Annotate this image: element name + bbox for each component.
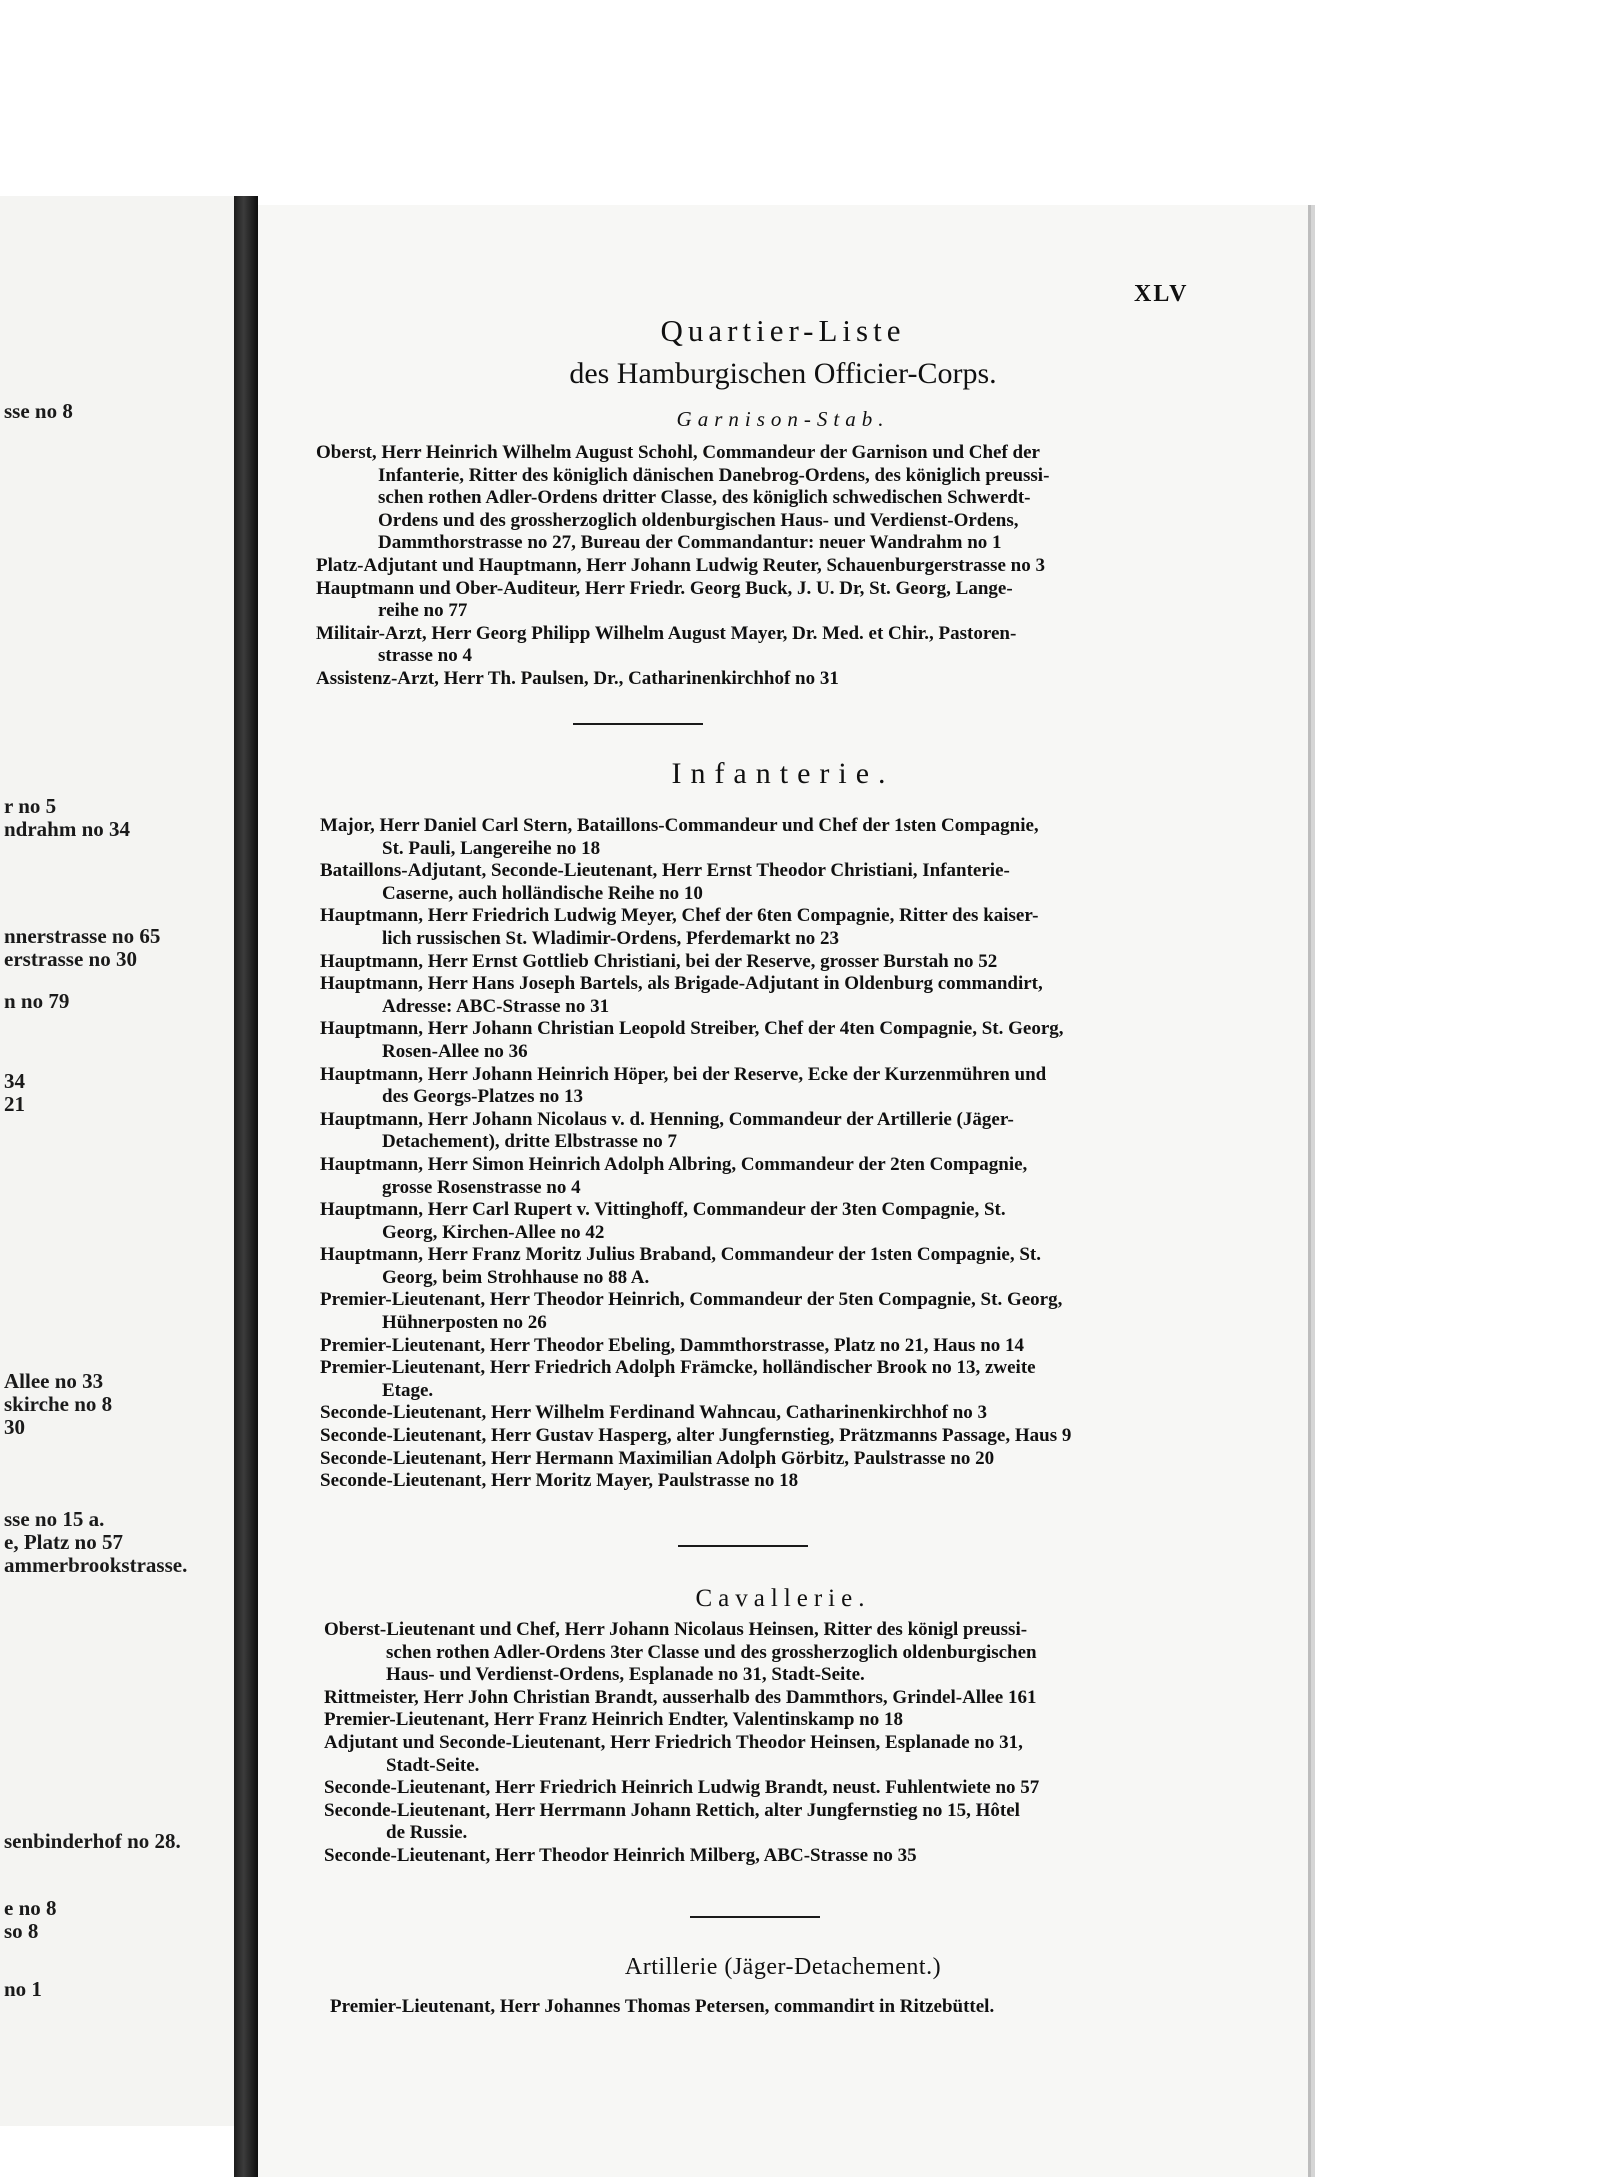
roster-entry: [320, 1357, 1266, 1402]
roster-entry: [316, 578, 1266, 623]
entry-continuation-line: Rosen-Allee no 36: [382, 1040, 528, 1062]
entry-continuation-line: Detachement), dritte Elbstrasse no 7: [382, 1131, 677, 1153]
entry-line: Oberst, Herr Heinrich Wilhelm August Schohl, Commandeur der Garnison und Chef der: [316, 442, 1040, 463]
entry-continuation-line: Hühnerposten no 26: [382, 1312, 547, 1334]
entry-line: Hauptmann, Herr Ernst Gottlieb Christiani, bei der Reserve, grosser Burstah no 52: [320, 950, 998, 972]
roster-entry: [324, 1687, 1266, 1710]
entry-line: Hauptmann, Herr Johann Christian Leopold Streiber, Chef der 4ten Compagnie, St. Georg,: [320, 1018, 1064, 1040]
roster-entry: [320, 1244, 1266, 1289]
document-page: [258, 205, 1311, 2177]
roster-entry: [320, 951, 1266, 974]
entry-line: Hauptmann, Herr Franz Moritz Julius Braband, Commandeur der 1sten Compagnie, St.: [320, 1244, 1041, 1266]
roster-entry: [320, 1064, 1266, 1109]
entry-line: Adjutant und Seconde-Lieutenant, Herr Friedrich Theodor Heinsen, Esplanade no 31,: [324, 1731, 1023, 1753]
roster-entry: [324, 1732, 1266, 1777]
section-divider: [573, 723, 703, 725]
entry-line: Seconde-Lieutenant, Herr Hermann Maximilian Adolph Görbitz, Paulstrasse no 20: [320, 1447, 995, 1469]
roster-entry: [324, 1777, 1266, 1800]
section-cavallerie-entries: [324, 1619, 1266, 1868]
roster-entry: [320, 1335, 1266, 1358]
entry-line: Seconde-Lieutenant, Herr Friedrich Heinrich Ludwig Brandt, neust. Fuhlentwiete no 57: [324, 1777, 1040, 1799]
previous-page-text-fragment: ammerbrookstrasse.: [4, 1553, 188, 1577]
roster-entry: [330, 1996, 1266, 2019]
roster-entry: [324, 1619, 1266, 1687]
entry-continuation-line: St. Pauli, Langereihe no 18: [382, 837, 601, 859]
previous-page-text-fragment: no 1: [4, 1977, 42, 2001]
page-number: XLV: [1134, 281, 1189, 307]
roster-entry: [324, 1845, 1266, 1868]
entry-line: Major, Herr Daniel Carl Stern, Bataillons-Commandeur und Chef der 1sten Compagnie,: [320, 815, 1039, 836]
previous-page-text-fragment: sse no 15 a.: [4, 1507, 105, 1531]
previous-page-text-fragment: 21: [4, 1092, 25, 1116]
entry-continuation-line: Infanterie, Ritter des königlich dänischen Danebrog-Ordens, des königlich preussi-: [378, 464, 1050, 486]
section-garnison-entries: [316, 442, 1266, 691]
roster-entry: [316, 668, 1266, 691]
page-title: Quartier-Liste: [660, 313, 906, 348]
previous-page-text-fragment: sse no 8: [4, 399, 73, 423]
roster-entry: [320, 1289, 1266, 1334]
previous-page-text-fragment: nnerstrasse no 65: [4, 924, 161, 948]
entry-continuation-line: Adresse: ABC-Strasse no 31: [382, 995, 610, 1017]
entry-line: Hauptmann, Herr Johann Nicolaus v. d. Henning, Commandeur der Artillerie (Jäger-: [320, 1108, 1014, 1130]
entry-line: Premier-Lieutenant, Herr Theodor Ebeling, Dammthorstrasse, Platz no 21, Haus no 14: [320, 1334, 1025, 1356]
roster-entry: [324, 1800, 1266, 1845]
entry-line: Hauptmann und Ober-Auditeur, Herr Friedr. Georg Buck, J. U. Dr, St. Georg, Lange-: [316, 577, 1013, 599]
entry-line: Militair-Arzt, Herr Georg Philipp Wilhelm August Mayer, Dr. Med. et Chir., Pastoren-: [316, 622, 1017, 644]
section-heading-infanterie: Infanterie.: [671, 757, 895, 790]
roster-entry: [316, 555, 1266, 578]
entry-line: Hauptmann, Herr Carl Rupert v. Vittinghoff, Commandeur der 3ten Compagnie, St.: [320, 1199, 1006, 1221]
previous-page-text-fragment: r no 5: [4, 794, 57, 818]
roster-entry: [320, 815, 1266, 860]
book-gutter: [234, 196, 258, 2177]
previous-page-text-fragment: Allee no 33: [4, 1369, 104, 1393]
entry-line: Premier-Lieutenant, Herr Franz Heinrich Endter, Valentinskamp no 18: [324, 1709, 903, 1731]
entry-line: Hauptmann, Herr Friedrich Ludwig Meyer, Chef der 6ten Compagnie, Ritter des kaiser-: [320, 905, 1039, 927]
roster-entry: [316, 442, 1266, 555]
roster-entry: [320, 1425, 1266, 1448]
entry-line: Oberst-Lieutenant und Chef, Herr Johann Nicolaus Heinsen, Ritter des königl preussi-: [324, 1619, 1028, 1640]
section-infanterie-entries: [320, 815, 1266, 1493]
section-divider: [678, 1545, 808, 1547]
page-subtitle: des Hamburgischen Officier-Corps.: [569, 357, 997, 390]
entry-continuation-line: schen rothen Adler-Ordens 3ter Classe und des grossherzoglich oldenburgischen: [386, 1641, 1037, 1663]
entry-line: Seconde-Lieutenant, Herr Gustav Hasperg, alter Jungfernstieg, Prätzmanns Passage, Haus 9: [320, 1425, 1072, 1447]
roster-entry: [320, 973, 1266, 1018]
entry-line: Hauptmann, Herr Simon Heinrich Adolph Albring, Commandeur der 2ten Compagnie,: [320, 1153, 1028, 1175]
previous-page-text-fragment: so 8: [4, 1919, 39, 1943]
entry-continuation-line: strasse no 4: [378, 645, 472, 667]
previous-page-text-fragment: ndrahm no 34: [4, 817, 131, 841]
entry-line: Rittmeister, Herr John Christian Brandt, ausserhalb des Dammthors, Grindel-Allee 161: [324, 1686, 1037, 1708]
entry-line: Seconde-Lieutenant, Herr Theodor Heinrich Milberg, ABC-Strasse no 35: [324, 1844, 917, 1866]
previous-page-text-fragment: erstrasse no 30: [4, 947, 137, 971]
roster-entry: [320, 905, 1266, 950]
entry-line: Premier-Lieutenant, Herr Johannes Thomas Petersen, commandirt in Ritzebüttel.: [330, 1996, 995, 2017]
previous-page-text-fragment: e no 8: [4, 1896, 57, 1920]
roster-entry: [320, 1448, 1266, 1471]
section-heading-cavallerie: Cavallerie.: [695, 1585, 871, 1612]
entry-line: Seconde-Lieutenant, Herr Herrmann Johann Rettich, alter Jungfernstieg no 15, Hôtel: [324, 1799, 1020, 1821]
entry-line: Seconde-Lieutenant, Herr Moritz Mayer, Paulstrasse no 18: [320, 1470, 799, 1492]
roster-entry: [324, 1709, 1266, 1732]
entry-line: Platz-Adjutant und Hauptmann, Herr Johann Ludwig Reuter, Schauenburgerstrasse no 3: [316, 554, 1045, 576]
entry-continuation-line: reihe no 77: [378, 600, 468, 622]
previous-page: [0, 196, 238, 2126]
entry-continuation-line: grosse Rosenstrasse no 4: [382, 1176, 581, 1198]
entry-continuation-line: Georg, beim Strohhause no 88 A.: [382, 1266, 650, 1288]
entry-continuation-line: Dammthorstrasse no 27, Bureau der Commandantur: neuer Wandrahm no 1: [378, 532, 1002, 554]
section-artillerie-entries: [330, 1996, 1266, 2019]
entry-line: Hauptmann, Herr Hans Joseph Bartels, als Brigade-Adjutant in Oldenburg commandirt,: [320, 973, 1043, 995]
entry-line: Assistenz-Arzt, Herr Th. Paulsen, Dr., Catharinenkirchhof no 31: [316, 667, 839, 689]
entry-line: Hauptmann, Herr Johann Heinrich Höper, bei der Reserve, Ecke der Kurzenmühren und: [320, 1063, 1047, 1085]
roster-entry: [320, 1018, 1266, 1063]
entry-line: Seconde-Lieutenant, Herr Wilhelm Ferdinand Wahncau, Catharinenkirchhof no 3: [320, 1402, 988, 1424]
previous-page-text-fragment: n no 79: [4, 989, 70, 1013]
entry-line: Premier-Lieutenant, Herr Theodor Heinrich, Commandeur der 5ten Compagnie, St. Georg,: [320, 1289, 1063, 1311]
previous-page-text-fragment: 30: [4, 1415, 25, 1439]
roster-entry: [320, 1154, 1266, 1199]
roster-entry: [320, 860, 1266, 905]
entry-continuation-line: Caserne, auch holländische Reihe no 10: [382, 882, 703, 904]
entry-line: Bataillons-Adjutant, Seconde-Lieutenant, Herr Ernst Theodor Christiani, Infanterie-: [320, 860, 1010, 882]
roster-entry: [320, 1199, 1266, 1244]
entry-continuation-line: schen rothen Adler-Ordens dritter Classe, des königlich schwedischen Schwerdt-: [378, 487, 1031, 509]
entry-continuation-line: des Georgs-Platzes no 13: [382, 1086, 584, 1108]
section-heading-garnison: Garnison-Stab.: [676, 407, 890, 431]
section-heading-artillerie: Artillerie (Jäger-Detachement.): [624, 1954, 942, 1980]
previous-page-text-fragment: senbinderhof no 28.: [4, 1829, 181, 1853]
entry-continuation-line: Stadt-Seite.: [386, 1754, 480, 1776]
roster-entry: [316, 623, 1266, 668]
entry-continuation-line: Georg, Kirchen-Allee no 42: [382, 1221, 605, 1243]
entry-continuation-line: Ordens und des grossherzoglich oldenburgischen Haus- und Verdienst-Ordens,: [378, 509, 1019, 531]
previous-page-text-fragment: e, Platz no 57: [4, 1530, 123, 1554]
section-divider: [690, 1916, 820, 1918]
entry-continuation-line: Haus- und Verdienst-Ordens, Esplanade no 31, Stadt-Seite.: [386, 1664, 865, 1686]
roster-entry: [320, 1109, 1266, 1154]
entry-continuation-line: Etage.: [382, 1379, 434, 1401]
entry-line: Premier-Lieutenant, Herr Friedrich Adolph Främcke, holländischer Brook no 13, zweite: [320, 1357, 1036, 1379]
entry-continuation-line: lich russischen St. Wladimir-Ordens, Pferdemarkt no 23: [382, 927, 840, 949]
entry-continuation-line: de Russie.: [386, 1822, 468, 1844]
roster-entry: [320, 1402, 1266, 1425]
previous-page-text-fragment: 34: [4, 1069, 25, 1093]
roster-entry: [320, 1470, 1266, 1493]
previous-page-text-fragment: skirche no 8: [4, 1392, 113, 1416]
